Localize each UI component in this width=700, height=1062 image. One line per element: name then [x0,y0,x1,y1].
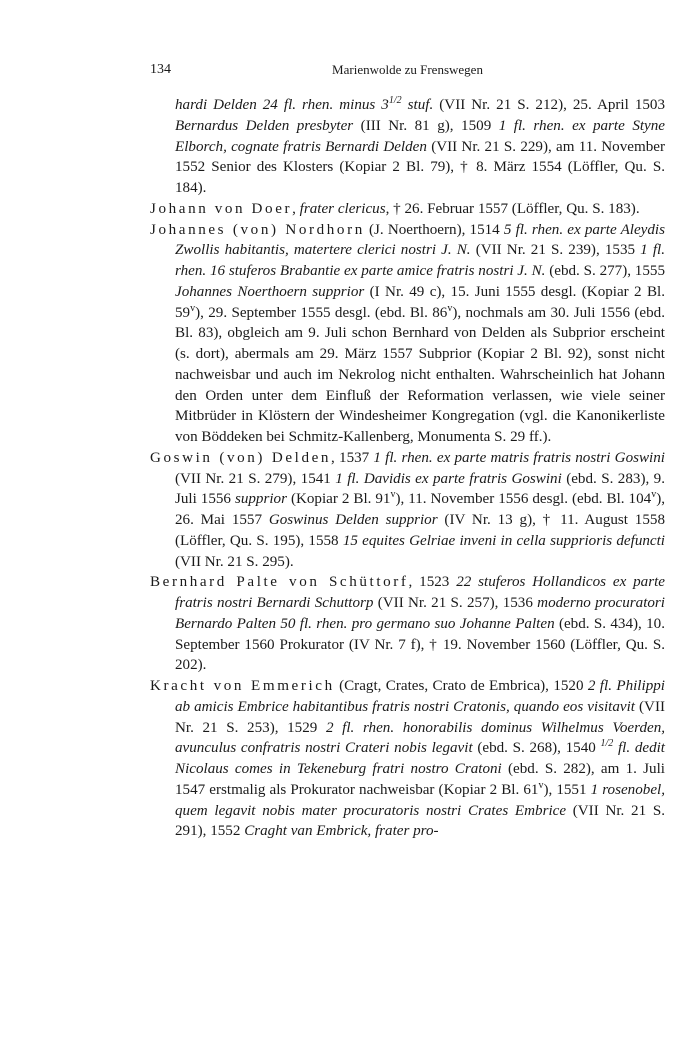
entry-text: v [190,302,196,314]
latin-quote: 2 fl. rhen. honorabilis dominus Wilhelmus Voerden, avunculus confratris nostri Crateri nobis legavit [175,719,666,757]
entry-text: v [538,779,544,791]
entry-text: (ebd. S. 283), 9. Juli 1556 [175,470,665,508]
entry-text: v [390,489,396,501]
latin-quote: 1/2 [388,94,402,106]
entry-text: , † 26. Februar 1557 (Löffler, Qu. S. 183). [385,200,640,217]
entry-text: , 1537 [331,449,374,466]
entry-goswin-von-delden [150,448,665,573]
entry-text: (ebd. S. 282), am 1. Juli 1547 erstmalig als Prokurator nachweisbar (Kopiar 2 Bl. 61 [175,761,665,798]
latin-quote: Craght van Embrick, frater pro- [244,823,439,840]
page-header [150,62,665,82]
entry-text: (J. Noerthoern), 1514 [364,221,504,238]
entry-text: (I Nr. 49 c), 15. Juni 1555 desgl. (Kopiar 2 Bl. 59 [175,283,665,321]
entry-text: (Kopiar 2 Bl. 91 [286,491,391,508]
person-name: Goswin (von) Delden [150,449,332,466]
entry-johannes-von-nordhorn [150,220,665,448]
person-name: Johannes (von) Nordhorn [150,221,365,238]
entry-text: , [292,200,300,217]
page-number: 134 [150,62,171,77]
running-title: Marienwolde zu Frenswegen [332,62,483,77]
entry-continuation [150,95,665,199]
latin-quote: supprior [234,491,287,508]
latin-quote: 1 fl. rhen. 16 stuferos Brabantie ex parte amice fratris nostri J. N. [175,242,666,279]
entry-text: (VII Nr. 21 S. 229), am 11. November 1552 Senior des Klosters (Kopiar 2 Bl. 79), † 8. März 1554 (Löffler, Qu. S. 184). [175,138,665,196]
latin-quote: stuf. [401,97,434,113]
latin-quote: Bernardus Delden presbyter [175,117,354,134]
entry-text: (ebd. S. 277), 1555 [545,263,665,279]
entry-text: (VII Nr. 21 S. 279), 1541 [175,470,336,487]
entry-text: , 1523 [408,574,457,591]
person-name: Johann von Doer [150,200,293,217]
latin-quote: Goswinus Delden supprior [268,512,438,528]
person-name: Bernhard Palte von Schüttorf [150,574,409,591]
latin-quote: 15 equites Gelriae inveni in cella supprioris defuncti [342,532,665,549]
entries-body [150,95,665,842]
entry-text: v [447,302,453,314]
entry-text: ), 11. November 1556 desgl. (ebd. Bl. 104 [395,491,652,508]
entry-text: (VII Nr. 21 S. 212), 25. April 1503 [433,97,666,113]
latin-quote: 2 fl. Philippi ab amicis Embrice habitantibus fratris nostri Cratonis, quando eos visitavit [175,678,665,715]
entry-text: ), 1551 [543,781,591,798]
entry-text: (ebd. S. 434), 10. September 1560 Prokurator (IV Nr. 7 f), † 19. November 1560 (Löffler, Qu. S. 202). [175,615,665,674]
entry-bernhard-palte [150,572,665,676]
entry-text: ), 26. Mai 1557 [175,491,666,528]
entry-text: (VII Nr. 21 S. 291), 1552 [175,802,665,840]
entry-text: (ebd. S. 268), 1540 [472,740,601,757]
latin-quote: 1 rosenobel, quem legavit nobis mater procuratoris nostri Crates Embrice [175,781,665,819]
latin-quote: 1 fl. Davidis ex parte fratris Goswini [335,470,562,487]
entry-text: (III Nr. 81 g), 1509 [353,117,499,134]
entry-text: (VII Nr. 21 S. 253), 1529 [175,698,665,736]
entry-text: (VII Nr. 21 S. 295). [175,553,294,570]
latin-quote: hardi Delden 24 fl. rhen. minus 3 [175,97,389,113]
latin-quote: 1 fl. rhen. ex parte Styne Elborch, cognate fratris Bernardi Delden [175,117,666,155]
latin-quote: 1 fl. rhen. ex parte matris fratris nostri Goswini [373,449,665,466]
entry-text: ), 29. September 1555 desgl. (ebd. Bl. 86 [195,304,448,321]
latin-quote: frater clericus [299,200,386,217]
entry-text: (VII Nr. 21 S. 257), 1536 [373,595,538,611]
entry-text: (Cragt, Crates, Crato de Embrica), 1520 [334,678,588,694]
latin-quote: 22 stuferos Hollandicos ex parte fratris nostri Bernardi Schuttorp [175,574,665,611]
entry-text: (IV Nr. 13 g), † 11. August 1558 (Löffler, Qu. S. 195), 1558 [175,512,665,549]
entry-text: (VII Nr. 21 S. 239), 1535 [470,242,641,259]
latin-quote: Johannes Noerthoern supprior [175,283,365,300]
entry-text: v [651,489,657,501]
entry-text: ), nochmals am 30. Juli 1556 (ebd. Bl. 83), obgleich am 9. Juli schon Bernhard von Delden als Subprior erscheint (s. dort), abermals am 29. März 1557 Subprior (Kopiar 2 Bl. 92), sonst nicht nachweisbar und auch im Nekrolog nicht enthalten. Wahrscheinlich hat Johann den Orden unter dem Einfluß der Reformation verlassen, wie viele seiner Mitbrüder in Klöstern der Windesheimer Kongregation (vgl. die Kanonikerliste von Böddeken bei Schmitz-Kallenberg, Monumenta S. 29 ff.). [175,304,665,445]
latin-quote: 5 fl. rhen. ex parte Aleydis Zwollis habitantis, matertere clerici nostri J. N. [175,221,665,259]
entry-johann-von-doer [150,199,665,220]
latin-quote: 1/2 [600,738,614,750]
latin-quote: moderno procuratori Bernardo Palten 50 fl. rhen. pro germano suo Johanne Palten [175,595,665,632]
entry-kracht-von-emmerich [150,676,665,842]
person-name: Kracht von Emmerich [150,678,335,694]
latin-quote: fl. dedit Nicolaus comes in Tekeneburg fratri nostro Cratoni [175,740,665,777]
